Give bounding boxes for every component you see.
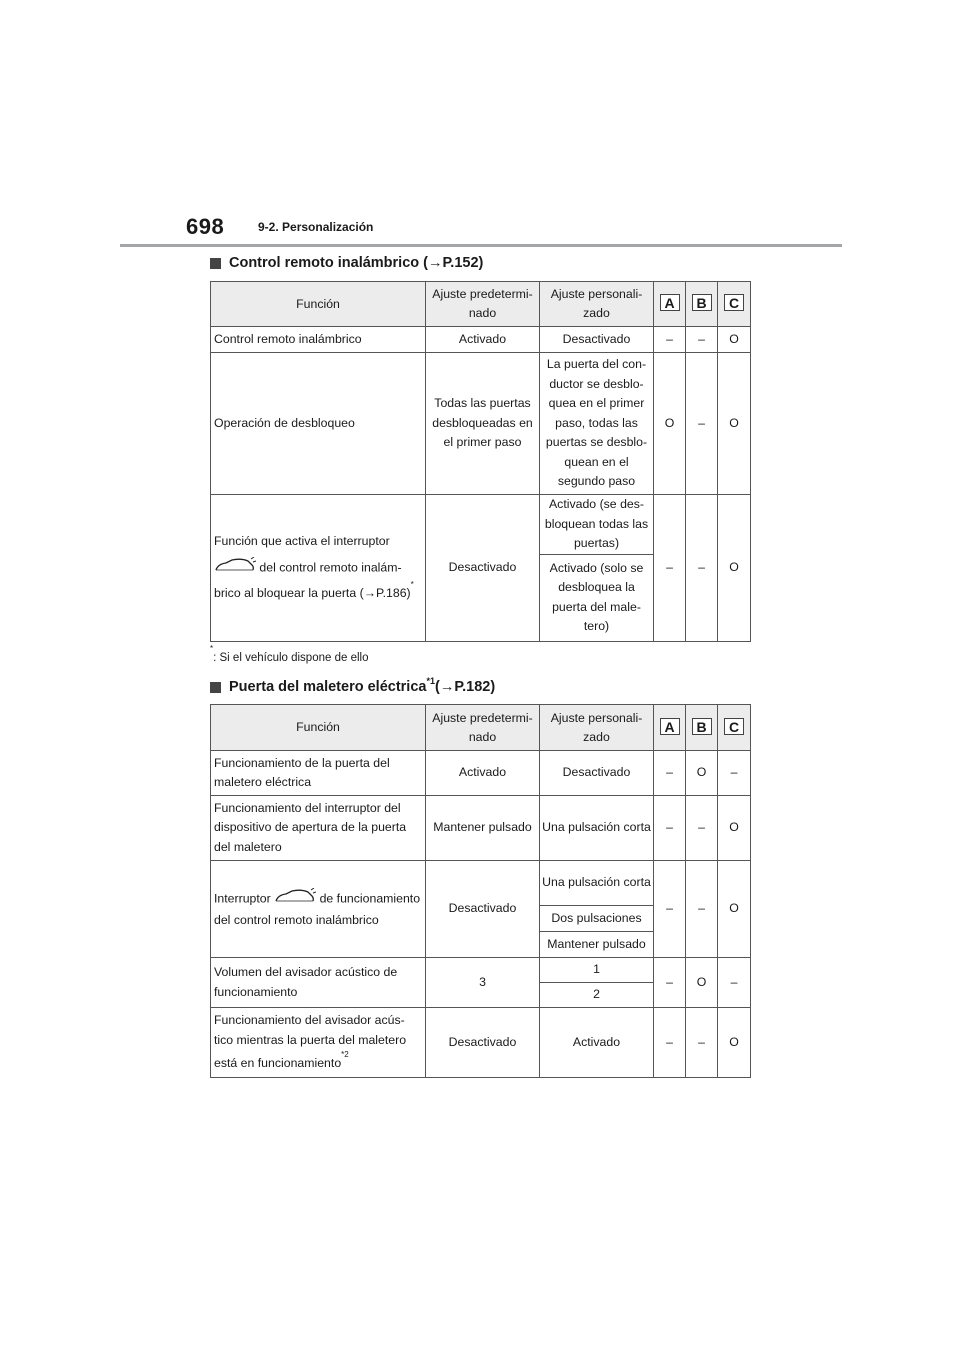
cell-default: Activado — [426, 327, 540, 353]
cell-custom: Desactivado — [540, 327, 654, 353]
table-row — [211, 495, 751, 555]
cell-c: O — [718, 353, 751, 495]
cell-b: O — [686, 751, 718, 796]
cell-function: Funcionamiento del avisador acús-tico mientras la puerta del maletero está en funcionamiento$^{*2}$ — [211, 1008, 426, 1078]
column-header-a — [654, 282, 686, 327]
cell-b: – — [686, 1008, 718, 1078]
square-bullet-icon — [210, 258, 221, 269]
cell-a: – — [654, 751, 686, 796]
label-b: B — [692, 294, 712, 311]
cell-c: O — [718, 861, 751, 958]
cell-function: Operación de desbloqueo — [211, 353, 426, 495]
cell-custom: Mantener pulsado — [540, 932, 654, 958]
cell-default: Todas las puertas desbloqueadas en el primer paso — [426, 353, 540, 495]
page-number: 698 — [186, 214, 225, 239]
cell-custom: 2 — [540, 983, 654, 1008]
column-header-a — [654, 705, 686, 751]
table-row — [211, 861, 751, 906]
cell-custom: Activado (se des-bloquean todas las puertas) — [540, 495, 654, 555]
cell-a: – — [654, 796, 686, 861]
footnote: *: Si el vehículo dispone de ello — [210, 644, 369, 664]
cell-function: Funcionamiento del interruptor del dispositivo de apertura de la puerta del maletero — [211, 796, 426, 861]
column-header-b — [686, 705, 718, 751]
table-row — [211, 327, 751, 353]
cell-custom: Dos pulsaciones — [540, 906, 654, 932]
wireless-remote-table — [210, 281, 751, 642]
column-header-default: Ajuste predetermi-nado — [426, 705, 540, 751]
column-header-custom: Ajuste personali-zado — [540, 282, 654, 327]
cell-b: – — [686, 495, 718, 642]
label-a: A — [660, 294, 680, 311]
section-label: 9-2. Personalización — [258, 220, 374, 234]
car-key-icon — [214, 557, 256, 580]
car-key-icon — [274, 888, 316, 911]
table-row — [211, 751, 751, 796]
cell-b: – — [686, 796, 718, 861]
cell-default: Desactivado — [426, 861, 540, 958]
table-row — [211, 796, 751, 861]
table-header-row — [211, 705, 751, 751]
cell-custom: La puerta del con-ductor se desblo-quea en el primer paso, todas las puertas se desblo-quean en el segundo paso — [540, 353, 654, 495]
cell-custom: Activado — [540, 1008, 654, 1078]
cell-a: – — [654, 495, 686, 642]
cell-custom: Una pulsación corta — [540, 861, 654, 906]
cell-a: O — [654, 353, 686, 495]
cell-a: – — [654, 1008, 686, 1078]
cell-c: O — [718, 495, 751, 642]
cell-custom: Activado (solo se desbloquea la puerta del male-tero) — [540, 554, 654, 641]
table-row — [211, 1008, 751, 1078]
cell-b: – — [686, 861, 718, 958]
column-header-function: Función — [211, 282, 426, 327]
cell-custom: 1 — [540, 958, 654, 983]
cell-custom: Una pulsación corta — [540, 796, 654, 861]
cell-b: O — [686, 958, 718, 1008]
cell-c: O — [718, 1008, 751, 1078]
power-tailgate-table — [210, 704, 751, 1078]
label-a: A — [660, 718, 680, 735]
cell-b: – — [686, 353, 718, 495]
cell-a: – — [654, 327, 686, 353]
square-bullet-icon — [210, 682, 221, 693]
cell-c: O — [718, 796, 751, 861]
column-header-c — [718, 705, 751, 751]
cell-default: Desactivado — [426, 1008, 540, 1078]
column-header-function: Función — [211, 705, 426, 751]
cell-c: O — [718, 327, 751, 353]
table-row — [211, 958, 751, 983]
column-header-custom: Ajuste personali-zado — [540, 705, 654, 751]
label-c: C — [724, 718, 744, 735]
column-header-b — [686, 282, 718, 327]
cell-a: – — [654, 958, 686, 1008]
cell-default: Mantener pulsado — [426, 796, 540, 861]
label-b: B — [692, 718, 712, 735]
cell-function: Interruptor de funcionamiento del control remoto inalámbrico — [211, 861, 426, 958]
cell-function: Funcionamiento de la puerta del maletero eléctrica — [211, 751, 426, 796]
cell-function: Función que activa el interruptor del control remoto inalám-brico al bloquear la puerta (→P.186)* — [211, 495, 426, 642]
cell-default: Desactivado — [426, 495, 540, 642]
label-c: C — [724, 294, 744, 311]
table-header-row — [211, 282, 751, 327]
cell-function: Control remoto inalámbrico — [211, 327, 426, 353]
cell-c: – — [718, 751, 751, 796]
cell-default: 3 — [426, 958, 540, 1008]
header-rule — [120, 244, 842, 247]
cell-default: Activado — [426, 751, 540, 796]
cell-b: – — [686, 327, 718, 353]
section-heading-wireless-remote: Control remoto inalámbrico ( → P.152) — [210, 255, 483, 271]
cell-custom: Desactivado — [540, 751, 654, 796]
cell-function: Volumen del avisador acústico de funcionamiento — [211, 958, 426, 1008]
section-heading-power-tailgate: Puerta del maletero eléctrica $^{*1}$ ( → P.182) — [210, 679, 495, 695]
cell-a: – — [654, 861, 686, 958]
cell-c: – — [718, 958, 751, 1008]
column-header-c — [718, 282, 751, 327]
table-row — [211, 353, 751, 495]
column-header-default: Ajuste predetermi-nado — [426, 282, 540, 327]
